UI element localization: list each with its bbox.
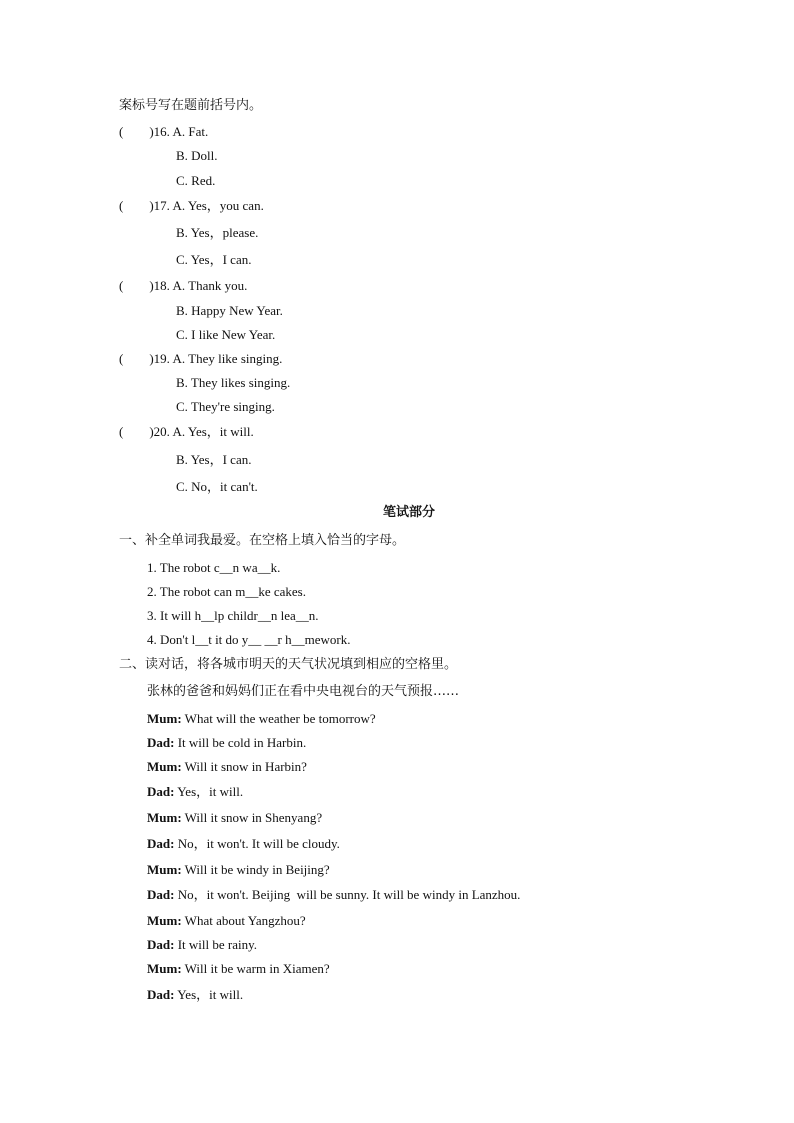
speaker: Mum:	[147, 759, 182, 774]
question-17	[119, 198, 264, 214]
dialogue-intro: 张林的爸爸和妈妈们正在看中央电视台的天气预报……	[147, 684, 460, 699]
question-number: 19.	[153, 351, 170, 366]
dialogue-line	[147, 913, 306, 929]
dialogue-line	[147, 735, 306, 751]
utterance: It will be cold in Harbin.	[174, 735, 307, 750]
speaker: Mum:	[147, 810, 182, 825]
question-20	[119, 424, 254, 440]
option-c: C. They're singing.	[176, 399, 275, 414]
option-a: A. Yes，you can.	[172, 198, 264, 213]
option-a: A. Fat.	[172, 124, 209, 139]
dialogue-line	[147, 987, 243, 1003]
speaker: Dad:	[147, 836, 175, 851]
utterance: What will the weather be tomorrow?	[181, 711, 376, 726]
answer-parentheses[interactable]: ( )	[119, 278, 154, 293]
option-b: B. Happy New Year.	[176, 303, 283, 318]
option-a: A. Thank you.	[172, 278, 248, 293]
utterance: Will it be warm in Xiamen?	[181, 961, 330, 976]
fill-item-4: 4. Don't l__t it do y__ __r h__mework.	[147, 632, 351, 647]
section1-heading: 一、补全单词我最爱。在空格上填入恰当的字母。	[119, 533, 406, 548]
answer-parentheses[interactable]: ( )	[119, 124, 154, 139]
speaker: Dad:	[147, 937, 175, 952]
dialogue-line	[147, 784, 243, 800]
option-b: B. They likes singing.	[176, 375, 291, 390]
speaker: Dad:	[147, 987, 175, 1002]
utterance: Will it snow in Harbin?	[181, 759, 307, 774]
option-a: A. Yes，it will.	[172, 424, 254, 439]
dialogue-line	[147, 937, 257, 953]
option-b: B. Doll.	[176, 148, 218, 163]
section2-heading: 二、读对话，将各城市明天的天气状况填到相应的空格里。	[119, 657, 458, 672]
answer-parentheses[interactable]: ( )	[119, 424, 154, 439]
dialogue-line	[147, 810, 322, 826]
question-16	[119, 124, 208, 140]
option-b: B. Yes，I can.	[176, 452, 252, 467]
option-c: C. No，it can't.	[176, 479, 258, 494]
utterance: Will it be windy in Beijing?	[181, 862, 330, 877]
question-number: 17.	[153, 198, 170, 213]
dialogue-line	[147, 836, 340, 852]
question-19	[119, 351, 282, 367]
dialogue-line	[147, 862, 330, 878]
answer-parentheses[interactable]: ( )	[119, 198, 154, 213]
option-c: C. I like New Year.	[176, 327, 276, 342]
fill-item-3: 3. It will h__lp childr__n lea__n.	[147, 608, 319, 623]
utterance: Yes，it will.	[174, 784, 244, 799]
option-c: C. Red.	[176, 173, 216, 188]
utterance: No，it won't. It will be cloudy.	[174, 836, 340, 851]
dialogue-line	[147, 759, 307, 775]
fill-item-2: 2. The robot can m__ke cakes.	[147, 584, 306, 599]
option-b: B. Yes，please.	[176, 225, 259, 240]
speaker: Mum:	[147, 961, 182, 976]
utterance: No，it won't. Beijing will be sunny. It will be windy in Lanzhou.	[174, 887, 521, 902]
utterance: It will be rainy.	[174, 937, 258, 952]
question-number: 16.	[153, 124, 170, 139]
section-title: 笔试部分	[383, 505, 436, 520]
option-c: C. Yes，I can.	[176, 252, 252, 267]
question-number: 18.	[153, 278, 170, 293]
speaker: Dad:	[147, 735, 175, 750]
option-a: A. They like singing.	[172, 351, 283, 366]
dialogue-line	[147, 711, 376, 727]
speaker: Dad:	[147, 784, 175, 799]
utterance: Will it snow in Shenyang?	[181, 810, 323, 825]
speaker: Mum:	[147, 711, 182, 726]
speaker: Mum:	[147, 913, 182, 928]
speaker: Mum:	[147, 862, 182, 877]
speaker: Dad:	[147, 887, 175, 902]
question-number: 20.	[153, 424, 170, 439]
utterance: Yes，it will.	[174, 987, 244, 1002]
instruction-text: 案标号写在题前括号内。	[119, 98, 263, 113]
question-18	[119, 278, 247, 294]
utterance: What about Yangzhou?	[181, 913, 306, 928]
dialogue-line	[147, 961, 330, 977]
fill-item-1: 1. The robot c__n wa__k.	[147, 560, 281, 575]
dialogue-line	[147, 887, 520, 903]
answer-parentheses[interactable]: ( )	[119, 351, 154, 366]
